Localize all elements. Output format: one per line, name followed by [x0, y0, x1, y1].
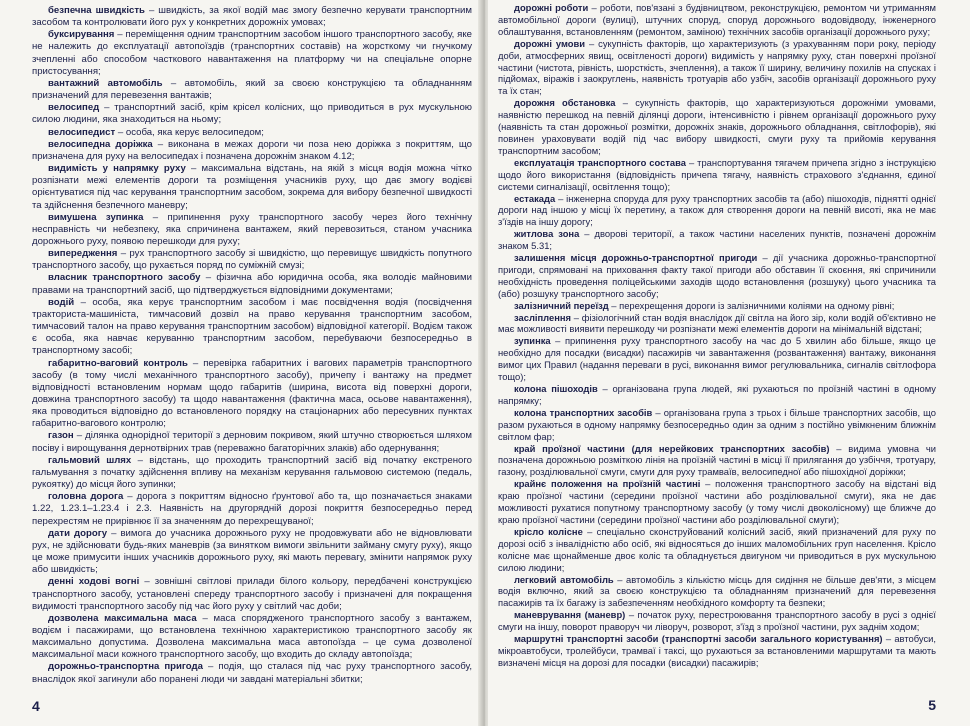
- definition-text: – виконана в межах дороги чи поза нею доріжка з покриттям, що призначена для руху на велосипедах і позначена дорожнім знаком 4.12;: [32, 138, 472, 162]
- definition-term: денні ходові вогні: [48, 576, 140, 588]
- definition-entry: [32, 272, 472, 296]
- definition-entry: [32, 297, 472, 358]
- definition-entry: [498, 633, 936, 669]
- definition-entry: [32, 455, 472, 491]
- definition-text: – фізіологічний стан водія внаслідок дії світла на його зір, коли водій об'єктивно не має можливості виявити перешкоду чи розпізнати межі елементів дороги на мінімальній відстані;: [498, 311, 936, 335]
- definition-term: безпечна швидкість: [48, 5, 145, 16]
- definition-term: велосипед: [48, 102, 100, 114]
- definition-term: зупинка: [514, 335, 551, 347]
- definition-text: – сукупність факторів, що характеризують (з урахуванням пори року, періоду доби, атмосферних явищ, освітленості дороги) видимість у напрямку руху, стан поверхні проїзної частини (чистота, рівність, шорсткість, зчеплення), а також її ширину, величину похилів на спусках і підйомах, віражів і заокруглень, наявність тротуарів або узбіч, засобів організації дорожнього руху та їх стан;: [498, 37, 936, 97]
- definition-text: – зовнішні світлові прилади білого кольору, передбачені конструкцією транспортного засобу, установлені спереду транспортного засобу і призначені для покращення видимості транспортного засобу під час його руху у світлий час доби;: [32, 576, 472, 612]
- definition-entry: [498, 478, 936, 526]
- definition-entry: [498, 193, 936, 229]
- definition-entry: [32, 528, 472, 577]
- definition-text: – перехрещення дороги із залізничними коліями на одному рівні;: [608, 299, 895, 311]
- page-number-right: 5: [928, 697, 936, 714]
- definition-text: – видима умовна чи позначена дорожньою розміткою лінія на проїзній частині в місці її прилягання до узбіччя, тротуару, газону, розділювальної смуги, смуги для руху трамваїв, велосипедної або пішохідної доріжки;: [498, 442, 936, 478]
- definition-term: газон: [48, 430, 74, 442]
- definition-term: гальмовий шлях: [48, 454, 132, 466]
- definition-text: – особа, яка керує транспортним засобом і має посвідчення водія (посвідчення тракториста-машиніста, тимчасовий дозвіл на право керування транспортним засобом, тимчасовий талон на право керування транспортним засобом) відповідної категорії. Водієм також є особа, яка навчає керуванню транспортним засобом, перебуваючи безпосередньо в транспортному засобі;: [32, 296, 472, 357]
- page-number-left: 4: [32, 697, 40, 714]
- definition-text: – інженерна споруда для руху транспортних засобів та (або) пішоходів, піднятті однієї дороги над іншою у місці їх перетину, а також для створення дороги на певній висоті, яка не має з'їздів на іншу дорогу;: [498, 192, 936, 228]
- definition-entry: [498, 97, 936, 157]
- definition-term: маневрування (маневр): [514, 609, 626, 621]
- definition-entry: [498, 335, 936, 383]
- definition-text: – дії учасника дорожньо-транспортної пригоди, спрямовані на приховання факту такої пригоди або обставин її скоєння, які спричинили необхідність проведення поліцейськими заходів щодо встановлення (розшуку) цього учасника та (або) розшуку транспортного засобу;: [498, 252, 936, 299]
- definition-entry: [498, 300, 936, 312]
- definition-text: – припинення руху транспортного засобу на час до 5 хвилин або більше, якщо це необхідно для посадки (висадки) пасажирів чи завантаження (розвантаження) вантажу, виконання вимог цих Правил (надання переваги в русі, виконання вимог регулювальника, сигналів світлофора тощо);: [498, 335, 936, 383]
- definition-text: – початок руху, перестроювання транспортного засобу в русі з однієї смуги на іншу, поворот праворуч чи ліворуч, розворот, з'їзд з проїзної частини, рух заднім ходом;: [498, 609, 936, 633]
- definition-entry: [32, 576, 472, 612]
- definition-entry: [32, 212, 472, 248]
- definition-entry: [32, 661, 472, 685]
- definition-text: – швидкість, за якої водій має змогу безпечно керувати транспортним засобом та контролювати його рух у конкретних дорожніх умовах;: [32, 5, 472, 29]
- definition-text: – рух транспортного засобу зі швидкістю, що перевищує швидкість попутного транспортного засобу, що рухається поряд по суміжній смузі;: [32, 248, 472, 272]
- definition-text: – організована група з трьох і більше транспортних засобів, що разом рухаються в одному напрямку безпосередньо один за одним з постійно увімкненим ближнім світлом фар;: [498, 406, 936, 442]
- definition-entry: [498, 38, 936, 98]
- definition-term: залізничний переїзд: [514, 299, 609, 311]
- definition-term: вантажний автомобіль: [48, 77, 163, 89]
- definition-term: велосипедист: [48, 126, 116, 138]
- definition-term: буксирування: [48, 29, 115, 41]
- definition-term: край проїзної частини (для нерейкових транспортних засобів): [514, 442, 830, 454]
- definition-text: – відстань, що проходить транспортний засіб від початку екстреного гальмування з початку здійснення впливу на механізм керування гальмовою системою (педаль, рукоятку) до місця його зупинки;: [32, 454, 472, 491]
- definition-entry: [498, 443, 936, 479]
- definition-text: – організована група людей, які рухаються по проїзній частині в одному напрямку;: [498, 383, 936, 406]
- definition-entry: [498, 312, 936, 336]
- definition-entry: [32, 248, 472, 272]
- definition-entry: [32, 491, 472, 527]
- definition-term: житлова зона: [514, 228, 580, 240]
- definition-text: – перевірка габаритних і вагових параметрів транспортного засобу (в тому числі механічного транспортного засобу), причепу і вантажу на предмет відповідності встановленим нормам щодо габаритів (ширина, висота від поверхні дороги, довжина транспортного засобу) та щодо навантаження (фактична маса, осьове навантаження), яка проводиться відповідно до встановленого порядку на стаціонарних або пересувних пунктах габаритно-вагового контролю;: [32, 357, 472, 430]
- definition-term: дати дорогу: [48, 527, 108, 539]
- definition-text: – маса спорядженого транспортного засобу з вантажем, водієм і пасажирами, що встановлена технічною характеристикою транспортного засобу як максимально допустима. Дозволена максимальна маса автопоїзда – це сума дозволеної максимальної маси кожного транспортного засобу, що входить до складу автопоїзда;: [32, 612, 472, 661]
- definition-term: колона пішоходів: [514, 383, 598, 394]
- definition-text: – припинення руху транспортного засобу через його технічну несправність чи небезпеку, яка спричинена вантажем, який перевозиться, станом учасника дорожнього руху, появою перешкоди для руху;: [32, 211, 473, 247]
- definition-term: головна дорога: [48, 491, 124, 503]
- definition-text: – особа, яка керує велосипедом;: [115, 126, 264, 138]
- right-entries: [498, 2, 936, 669]
- definition-term: власник транспортного засобу: [48, 272, 201, 284]
- definition-entry: [498, 252, 936, 300]
- definition-entry: [498, 228, 936, 252]
- definition-text: – роботи, пов'язані з будівництвом, реконструкцією, ремонтом чи утриманням автомобільної дороги (вулиці), штучних споруд, споруд дорожнього водовідводу, інженерного облаштування, встановленням (ремонтом, заміною) технічних засобів організації дорожнього руху;: [498, 2, 936, 37]
- definition-entry: [498, 383, 936, 407]
- definition-entry: [498, 157, 936, 193]
- definition-entry: [32, 358, 472, 431]
- definition-text: – ділянка однорідної території з дерновим покривом, який штучно створюється шляхом посіву і вирощування дернотвірних трав (переважно багаторічних злаків) або одернування;: [32, 430, 472, 454]
- definition-entry: [32, 102, 472, 126]
- definition-entry: [32, 78, 472, 102]
- left-entries: [32, 5, 472, 686]
- definition-entry: [32, 163, 472, 212]
- definition-term: залишення місця дорожньо-транспортної пригоди: [514, 252, 758, 264]
- definition-term: габаритно-ваговий контроль: [48, 357, 188, 369]
- definition-term: засліплення: [514, 311, 572, 323]
- definition-term: легковий автомобіль: [514, 573, 614, 585]
- definition-term: водій: [48, 296, 75, 308]
- definition-term: естакада: [514, 192, 556, 204]
- definition-term: велосипедна доріжка: [48, 138, 153, 150]
- definition-entry: [498, 574, 936, 610]
- definition-term: крайнє положення на проїзній частині: [514, 478, 701, 490]
- right-page: [488, 0, 970, 726]
- definition-term: дозволена максимальна маса: [48, 612, 197, 624]
- definition-term: маршрутні транспортні засоби (транспортні засоби загального користування): [514, 633, 883, 645]
- definition-text: – подія, що сталася під час руху транспортного засобу, внаслідок якої загинули або поранені люди чи завдані матеріальні збитки;: [32, 661, 472, 685]
- definition-text: – автобуси, мікроавтобуси, тролейбуси, трамваї і таксі, що рухаються за встановленими маршрутами та мають визначені місця на дорозі для посадки (висадки) пасажирів;: [498, 633, 936, 668]
- definition-term: крісло колісне: [514, 525, 583, 537]
- definition-term: дорожні умови: [514, 37, 586, 49]
- definition-text: – фізична або юридична особа, яка володіє майновими правами на транспортний засіб, що підтверджується відповідними документами;: [32, 272, 472, 296]
- definition-term: експлуатація транспортного состава: [514, 156, 686, 168]
- definition-entry: [498, 609, 936, 633]
- definition-text: – спеціально сконструйований колісний засіб, який призначений для руху по дорозі осіб з інвалідністю або осіб, які відносяться до інших маломобільних груп населення. Крісло колісне має щонайменше двоє коліс та обладнується двигуном чи приводиться в рух мускульною силою людини;: [498, 525, 936, 573]
- definition-term: колона транспортних засобів: [514, 406, 653, 418]
- definition-entry: [32, 127, 472, 139]
- definition-text: – вимога до учасника дорожнього руху не продовжувати або не відновлювати рух, не здійснювати будь-яких маневрів (за винятком вимоги звільнити займану смугу руху), якщо це може примусити інших учасників дорожнього руху, які мають перевагу, змінити напрямок руху або швидкість;: [32, 527, 472, 576]
- definition-text: – автомобіль, який за своєю конструкцією та обладнанням призначений для перевезення вантажів;: [32, 77, 472, 102]
- definition-text: – транспортування тягачем причепа згідно з інструкцією щодо його використання (відповідність причепа тягачу, наявність страхового з'єднання, єдиної системи сигналізації, освітлення тощо);: [498, 156, 936, 192]
- definition-term: дорожні роботи: [514, 2, 589, 13]
- definition-entry: [498, 526, 936, 574]
- definition-entry: [32, 29, 472, 78]
- definition-term: дорожньо-транспортна пригода: [48, 661, 203, 673]
- definition-entry: [32, 430, 472, 454]
- definition-entry: [32, 139, 472, 163]
- definition-text: – автомобіль з кількістю місць для сидіння не більше дев'яти, з місцем водія включно, який за своєю конструкцією та обладнанням призначений для перевезення пасажирів та їх багажу із забезпеченням необхідного комфорту та безпеки;: [498, 573, 937, 609]
- definition-term: вимушена зупинка: [48, 211, 144, 223]
- definition-entry: [498, 407, 936, 443]
- definition-text: – положення транспортного засобу на відстані від краю проїзної частини (середини проїзної частини або розділювальної смуги), яка не дає можливості рухатися попутному транспортному засобу (у тому числі двоколісному) ще ближче до краю проїзної частини (середини проїзної частини або розділювальної смуги);: [498, 478, 936, 525]
- definition-entry: [498, 2, 936, 38]
- definition-entry: [32, 5, 472, 29]
- definition-term: дорожня обстановка: [514, 97, 616, 109]
- definition-entry: [32, 613, 472, 662]
- definition-text: – дворові території, а також частини населених пунктів, позначені дорожнім знаком 5.31;: [498, 228, 936, 252]
- definition-text: – сукупність факторів, що характеризуються дорожніми умовами, наявністю перешкод на певній ділянці дороги, інтенсивністю і рівнем організації дорожнього руху (наявність та стан дорожньої розмітки, дорожніх знаків, дорожнього обладнання, світлофорів), які повинен ураховувати водій під час вибору швидкості, смуги руху та прийомів керування транспортним засобом;: [498, 97, 936, 156]
- definition-text: – максимальна відстань, на якій з місця водія можна чітко розпізнати межі елементів дороги та розміщення учасників руху, що дає змогу водієві орієнтуватися під час керування транспортним засобом, зокрема для вибору безпечної швидкості та здійснення безпечного маневру;: [32, 163, 472, 211]
- definition-text: – переміщення одним транспортним засобом іншого транспортного засобу, яке не належить до експлуатації автопоїздів (транспортних составів) на жорсткому чи гнучкому зчепленні або способом часткового навантаження на платформу чи на спеціальне опорне пристосування;: [32, 29, 472, 77]
- definition-text: – транспортний засіб, крім крісел колісних, що приводиться в рух мускульною силою людини, яка знаходиться на ньому;: [32, 102, 472, 126]
- definition-term: видимість у напрямку руху: [48, 163, 186, 175]
- definition-term: випередження: [48, 248, 118, 260]
- left-page: [0, 0, 482, 726]
- definition-text: – дорога з покриттям відносно ґрунтової або та, що позначається знаками 1.22, 1.23.1–1.23.4 і 2.3. Наявність на другорядній дорозі покриття безпосередньо перед перехрестям не прирівнює її за значенням до перехрещуваної;: [32, 491, 472, 527]
